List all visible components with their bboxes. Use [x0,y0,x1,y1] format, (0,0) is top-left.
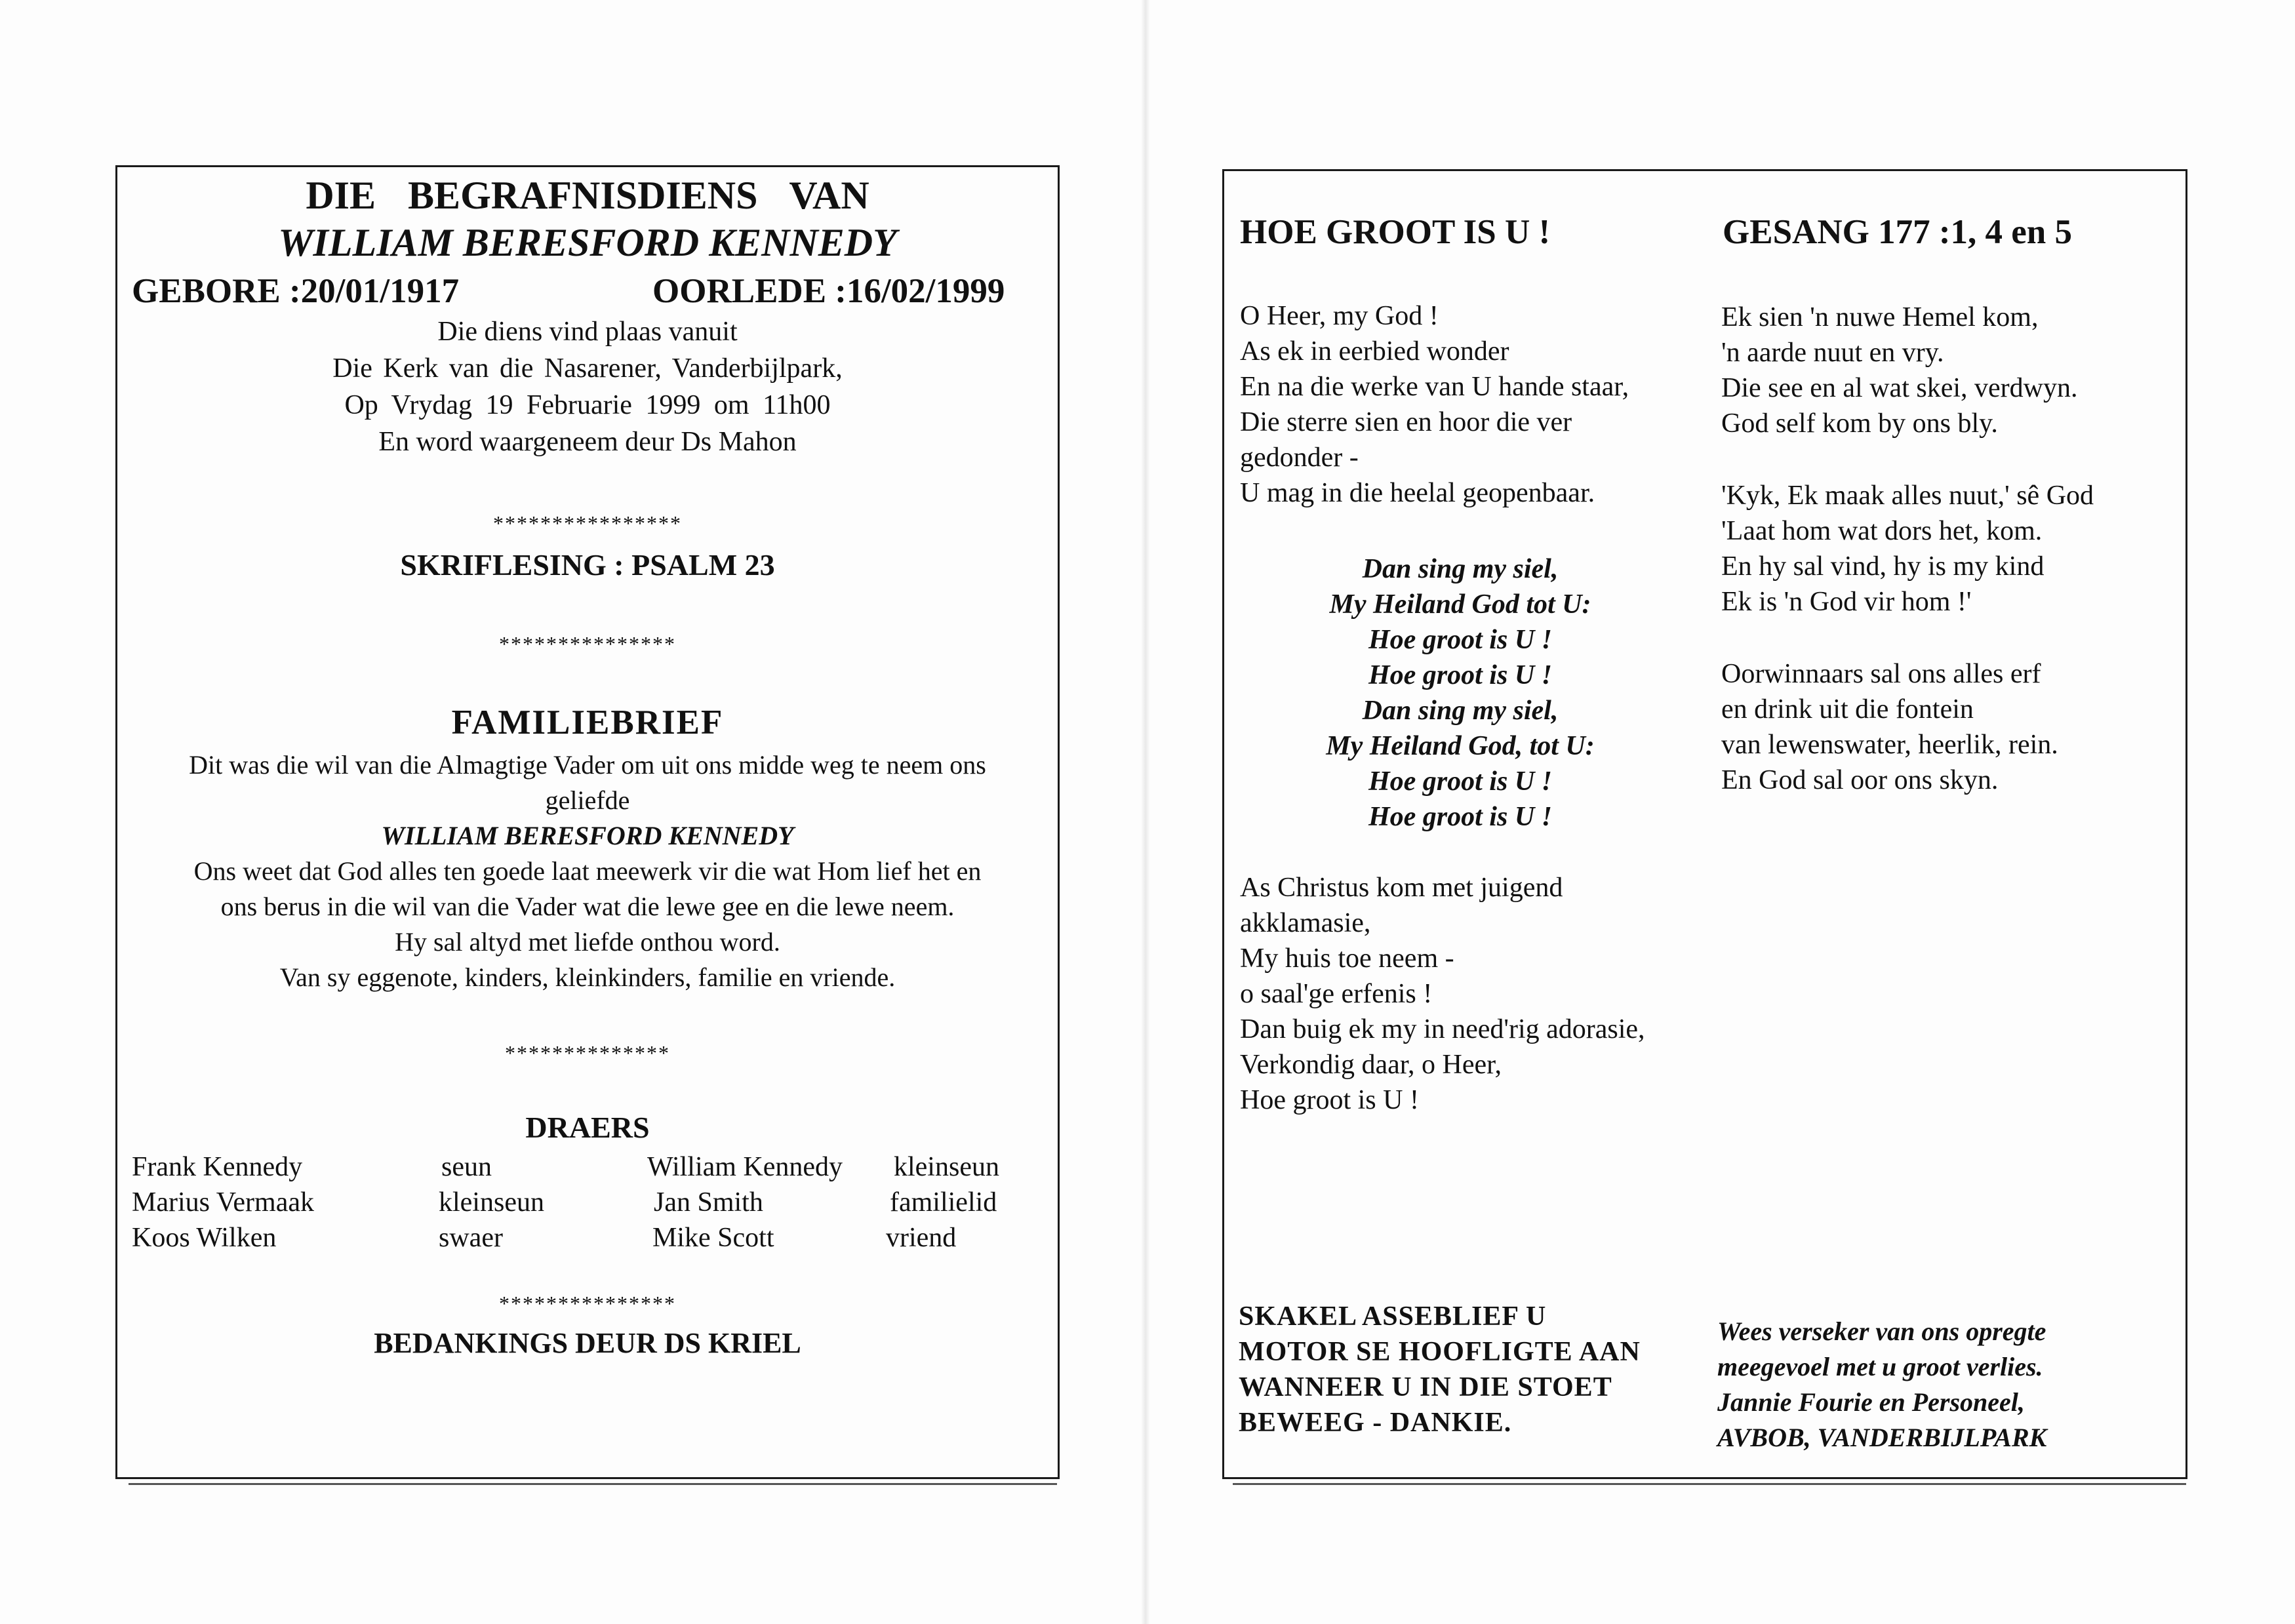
letter-line: Van sy eggenote, kinders, kleinkinders, familie en vriende. [279,962,896,992]
verse-line: My huis toe neem - [1240,943,1454,974]
verse-line: As ek in eerbied wonder [1240,336,1509,366]
service-line: Die diens vind plaas vanuit [437,317,738,347]
bearer-relation: seun [441,1152,492,1182]
hymn-title: HOE GROOT IS U ! [1240,213,1551,251]
verse-line: U mag in die heelal geopenbaar. [1240,478,1595,508]
bearer-name: Mike Scott [652,1223,774,1253]
verse-line: Verkondig daar, o Heer, [1240,1050,1502,1080]
letter-name: WILLIAM BERESFORD KENNEDY [381,821,794,850]
notice-line: MOTOR SE HOOFLIGTE AAN [1239,1337,1641,1367]
scripture-reading: SKRIFLESING : PSALM 23 [400,548,775,582]
chorus-line: My Heiland God tot U: [1329,589,1591,620]
verse-line: Ek sien 'n nuwe Hemel kom, [1721,302,2039,332]
separator-stars: **************** [493,511,682,535]
letter-line: Hy sal altyd met liefde onthou word. [395,927,780,957]
verse-line: van lewenswater, heerlik, rein. [1721,730,2058,760]
sympathy-line: Wees verseker van ons opregte [1717,1317,2046,1346]
service-line: Die Kerk van die Nasarener, Vanderbijlpark, [332,353,843,384]
separator-stars: *************** [499,632,676,656]
funeral-programme-panel [115,165,1060,1479]
chorus-line: Hoe groot is U ! [1368,660,1552,690]
verse-line: God self kom by ons bly. [1721,408,1998,439]
chorus-line: My Heiland God, tot U: [1326,731,1595,761]
letter-line: geliefde [545,785,630,815]
family-letter-heading: FAMILIEBRIEF [451,703,724,742]
thanks-line: BEDANKINGS DEUR DS KRIEL [374,1327,801,1359]
chorus-line: Dan sing my siel, [1362,696,1559,726]
verse-line: Ek is 'n God vir hom !' [1721,587,1972,617]
bearer-relation: swaer [439,1223,503,1253]
bearer-name: Koos Wilken [132,1223,277,1253]
chorus-line: Hoe groot is U ! [1368,802,1552,832]
verse-line: gedonder - [1240,443,1359,473]
bearer-relation: kleinseun [439,1187,544,1218]
verse-line: akklamasie, [1240,908,1371,938]
hymn-panel [1222,169,2187,1479]
verse-line: En hy sal vind, hy is my kind [1721,551,2045,582]
sympathy-line: meegevoel met u groot verlies. [1717,1352,2043,1381]
chorus-line: Hoe groot is U ! [1368,766,1552,797]
verse-line: Die see en al wat skei, verdwyn. [1721,373,2078,403]
verse-line: En na die werke van U hande staar, [1240,372,1629,402]
verse-line: O Heer, my God ! [1240,301,1439,331]
birth-date: GEBORE :20/01/1917 [132,272,460,310]
chorus-line: Hoe groot is U ! [1368,625,1552,655]
bottom-rule [129,1483,1057,1485]
verse-line: o saal'ge erfenis ! [1240,979,1433,1009]
verse-line: Dan buig ek my in need'rig adorasie, [1240,1014,1645,1044]
bearers-heading: DRAERS [525,1111,650,1144]
letter-line: ons berus in die wil van die Vader wat die lewe gee en die lewe neem. [220,892,955,921]
verse-line: en drink uit die fontein [1721,694,1974,724]
service-line: Op Vrydag 19 Februarie 1999 om 11h00 [344,390,831,420]
separator-stars: ************** [505,1041,670,1065]
service-line: En word waargeneem deur Ds Mahon [378,427,797,457]
hymn-title: GESANG 177 :1, 4 en 5 [1723,213,2072,251]
bearer-relation: kleinseun [894,1152,999,1182]
verse-line: Die sterre sien en hoor die ver [1240,407,1572,437]
bottom-rule [1233,1483,2186,1485]
letter-line: Dit was die wil van die Almagtige Vader om uit ons midde weg te neem ons [189,750,986,780]
verse-line: 'Kyk, Ek maak alles nuut,' sê God [1721,481,2094,511]
bearer-name: Frank Kennedy [132,1152,303,1182]
notice-line: BEWEEG - DANKIE. [1239,1408,1512,1438]
notice-line: SKAKEL ASSEBLIEF U [1239,1301,1547,1332]
deceased-name: WILLIAM BERESFORD KENNEDY [278,221,897,264]
bearer-name: Jan Smith [654,1187,763,1218]
letter-line: Ons weet dat God alles ten goede laat meewerk vir die wat Hom lief het en [193,856,982,886]
notice-line: WANNEER U IN DIE STOET [1239,1372,1612,1402]
page-fold [1141,0,1150,1624]
bearer-name: Marius Vermaak [132,1187,314,1218]
verse-line: 'Laat hom wat dors het, kom. [1721,516,2043,546]
separator-stars: *************** [499,1292,676,1315]
verse-line: As Christus kom met juigend [1240,873,1563,903]
chorus-line: Dan sing my siel, [1362,554,1559,584]
bearer-relation: vriend [886,1223,957,1253]
verse-line: 'n aarde nuut en vry. [1721,338,1944,368]
verse-line: Hoe groot is U ! [1240,1085,1419,1115]
verse-line: Oorwinnaars sal ons alles erf [1721,659,2041,689]
sympathy-line: AVBOB, VANDERBIJLPARK [1717,1423,2047,1452]
bearer-relation: familielid [890,1187,997,1218]
verse-line: En God sal oor ons skyn. [1721,765,1999,795]
service-title: DIE BEGRAFNISDIENS VAN [306,174,869,217]
sympathy-line: Jannie Fourie en Personeel, [1717,1387,2025,1417]
death-date: OORLEDE :16/02/1999 [652,272,1005,310]
bearer-name: William Kennedy [647,1152,843,1182]
